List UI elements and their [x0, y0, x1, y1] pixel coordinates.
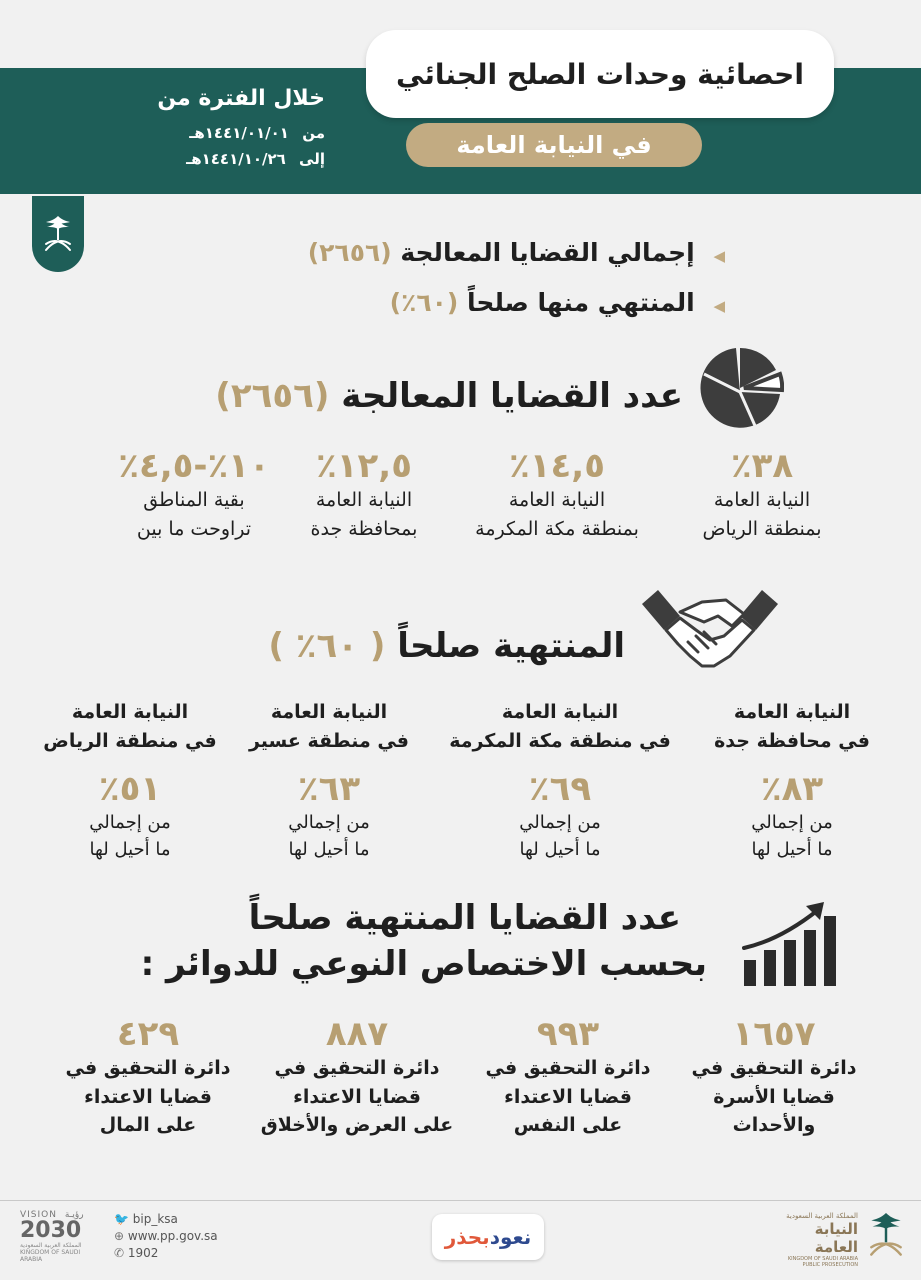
- circuit-stat-line1: دائرة التحقيق في: [485, 1057, 651, 1079]
- circuit-stat-line1: دائرة التحقيق في: [274, 1057, 440, 1079]
- cases-stat-value: ١٤,٥٪: [509, 446, 605, 486]
- summary-settled: [390, 288, 725, 317]
- circuit-stat-line2: قضايا الاعتداء: [293, 1085, 421, 1108]
- summary-settled-value: (٦٠٪): [389, 288, 459, 317]
- period-to: [186, 150, 325, 168]
- slogan-part1: نعود: [489, 1225, 532, 1249]
- circuit-stat-family: [676, 1014, 872, 1140]
- settled-stat-makkah: [432, 698, 688, 863]
- contact-twitter[interactable]: [114, 1212, 178, 1226]
- circuit-stat-value: ٩٩٣: [536, 1014, 600, 1054]
- contact-phone[interactable]: [114, 1246, 158, 1260]
- settled-stat-line2: في منطقة الرياض: [43, 729, 217, 752]
- period-from-label: من: [302, 124, 325, 142]
- vision-label-ar: رؤيـة: [64, 1210, 84, 1220]
- cases-stat-line1: بقية المناطق: [143, 489, 245, 511]
- circuit-stat-value: ١٦٥٧: [732, 1014, 816, 1054]
- cases-heading-label: عدد القضايا المعالجة: [341, 376, 683, 416]
- settled-stat-line2: في محافظة جدة: [714, 729, 870, 752]
- summary-total-label: إجمالي القضايا المعالجة: [400, 238, 695, 267]
- bullet-triangle-icon: ◀: [713, 297, 725, 315]
- vision-label: VISION: [20, 1210, 57, 1220]
- page-subtitle: في النيابة العامة: [456, 131, 652, 159]
- circuit-stat-line2: قضايا الأسرة: [713, 1085, 835, 1108]
- vision-kingdom-ar: المملكة العربية السعودية: [20, 1242, 82, 1249]
- period-title: خلال الفترة من: [157, 86, 325, 111]
- cases-stat-line1: النيابة العامة: [315, 489, 413, 511]
- vision-2030-logo: [20, 1210, 100, 1270]
- settled-heading-label: المنتهية صلحاً: [397, 626, 625, 666]
- bullet-triangle-icon: ◀: [713, 247, 725, 265]
- cases-stat-line2: تراوحت ما بين: [136, 518, 252, 541]
- circuit-stat-honor: [254, 1014, 460, 1140]
- org-logo-text: [772, 1212, 858, 1268]
- cases-stat-makkah: [452, 446, 662, 545]
- settled-stat-line1: النيابة العامة: [501, 701, 619, 723]
- circuit-stat-line2: قضايا الاعتداء: [504, 1085, 632, 1108]
- circuit-stat-value: ٤٢٩: [116, 1014, 180, 1054]
- page-title: احصائية وحدات الصلح الجنائي: [396, 57, 804, 91]
- org-kingdom-en: KINGDOM OF SAUDI ARABIA: [787, 1256, 858, 1262]
- circuit-stat-line3: على المال: [99, 1114, 197, 1136]
- settled-stat-line1: النيابة العامة: [733, 701, 851, 723]
- circuits-heading-line1: عدد القضايا المنتهية صلحاً: [248, 898, 681, 938]
- circuit-stat-line1: دائرة التحقيق في: [691, 1057, 857, 1079]
- contact-website[interactable]: [114, 1229, 218, 1243]
- cases-stat-line2: بمنطقة الرياض: [702, 518, 822, 541]
- cases-stat-value: ٣٨٪: [730, 446, 794, 486]
- settled-stat-asir: [236, 698, 422, 863]
- circuit-stat-line2: قضايا الاعتداء: [84, 1085, 212, 1108]
- period-to-date: ١٤٤١/١٠/٢٦هـ: [186, 150, 286, 168]
- settled-stat-value: ٦٣٪: [297, 769, 361, 809]
- summary-total-value: (٢٦٥٦): [307, 238, 392, 267]
- phone-number: 1902: [127, 1246, 159, 1260]
- summary-total: [308, 238, 725, 267]
- period-from-date: ١٤٤١/٠١/٠١هـ: [189, 124, 289, 142]
- settled-stat-line1: النيابة العامة: [71, 701, 189, 723]
- saudi-emblem-icon: [40, 214, 76, 254]
- vision-kingdom-en: KINGDOM OF SAUDI ARABIA: [20, 1249, 81, 1263]
- settled-stat-line2: في منطقة مكة المكرمة: [449, 729, 671, 752]
- footer-divider: [0, 1200, 921, 1201]
- settled-stat-value: ٦٩٪: [528, 769, 592, 809]
- title-box: [366, 30, 834, 118]
- circuit-stat-line3: على النفس: [513, 1114, 623, 1136]
- saudi-emblem-icon: [864, 1210, 908, 1260]
- growth-bar-chart-icon: [740, 900, 842, 990]
- cases-stat-value: ١٢,٥٪: [316, 446, 412, 486]
- org-kingdom-ar: المملكة العربية السعودية: [786, 1212, 858, 1220]
- settled-stat-note2: ما أحيل لها: [751, 839, 833, 860]
- settled-stat-note2: ما أحيل لها: [89, 839, 171, 860]
- settled-stat-value: ٨٣٪: [760, 769, 824, 809]
- settled-heading: [268, 626, 625, 666]
- cases-stat-line2: بمنطقة مكة المكرمة: [475, 518, 639, 541]
- vision-year: 2030: [20, 1218, 82, 1243]
- circuit-stat-line3: والأحداث: [732, 1114, 816, 1136]
- settled-stat-note2: ما أحيل لها: [288, 839, 370, 860]
- org-name-ar: النيابة العامة: [814, 1220, 858, 1256]
- slogan-badge: [432, 1214, 544, 1260]
- pie-chart-icon: [696, 344, 784, 432]
- org-name-en: PUBLIC PROSECUTION: [802, 1262, 858, 1268]
- twitter-handle: bip_ksa: [132, 1212, 178, 1226]
- summary-settled-label: المنتهي منها صلحاً: [467, 288, 695, 317]
- settled-stat-note1: من إجمالي: [519, 812, 601, 833]
- handshake-icon: [640, 586, 780, 678]
- website-url: www.pp.gov.sa: [127, 1229, 218, 1243]
- circuit-stat-value: ٨٨٧: [325, 1014, 389, 1054]
- settled-stat-note2: ما أحيل لها: [519, 839, 601, 860]
- twitter-icon: 🐦: [114, 1212, 129, 1226]
- settled-heading-value: ( ٦٠٪ ): [268, 626, 386, 666]
- globe-icon: ⊕: [114, 1229, 125, 1243]
- settled-stat-line1: النيابة العامة: [270, 701, 388, 723]
- period-from: [189, 124, 325, 142]
- cases-stat-line1: النيابة العامة: [713, 489, 811, 511]
- settled-stat-note1: من إجمالي: [288, 812, 370, 833]
- cases-stat-value: ١٠٪-٤,٥٪: [118, 446, 270, 486]
- cases-stat-others: [106, 446, 282, 545]
- period-to-label: إلى: [299, 150, 325, 168]
- settled-stat-note1: من إجمالي: [89, 812, 171, 833]
- slogan-part2: بحذر: [444, 1225, 490, 1249]
- cases-stat-line2: بمحافظة جدة: [310, 518, 418, 541]
- circuits-heading-line2: بحسب الاختصاص النوعي للدوائر :: [140, 944, 707, 984]
- settled-stat-value: ٥١٪: [98, 769, 162, 809]
- cases-stat-riyadh: [672, 446, 852, 545]
- phone-icon: ✆: [114, 1246, 125, 1260]
- subtitle-pill: [406, 123, 702, 167]
- circuit-stat-line1: دائرة التحقيق في: [65, 1057, 231, 1079]
- cases-stat-jeddah: [286, 446, 442, 545]
- settled-stat-line2: في منطقة عسير: [248, 729, 409, 752]
- circuit-stat-self: [470, 1014, 666, 1140]
- settled-stat-jeddah: [696, 698, 888, 863]
- cases-heading: [215, 376, 683, 416]
- emblem-tab: [32, 196, 84, 272]
- cases-heading-value: (٢٦٥٦): [215, 376, 330, 416]
- settled-stat-riyadh: [30, 698, 230, 863]
- circuit-stat-property: [50, 1014, 246, 1140]
- settled-stat-note1: من إجمالي: [751, 812, 833, 833]
- circuit-stat-line3: على العرض والأخلاق: [260, 1114, 454, 1136]
- cases-stat-line1: النيابة العامة: [508, 489, 606, 511]
